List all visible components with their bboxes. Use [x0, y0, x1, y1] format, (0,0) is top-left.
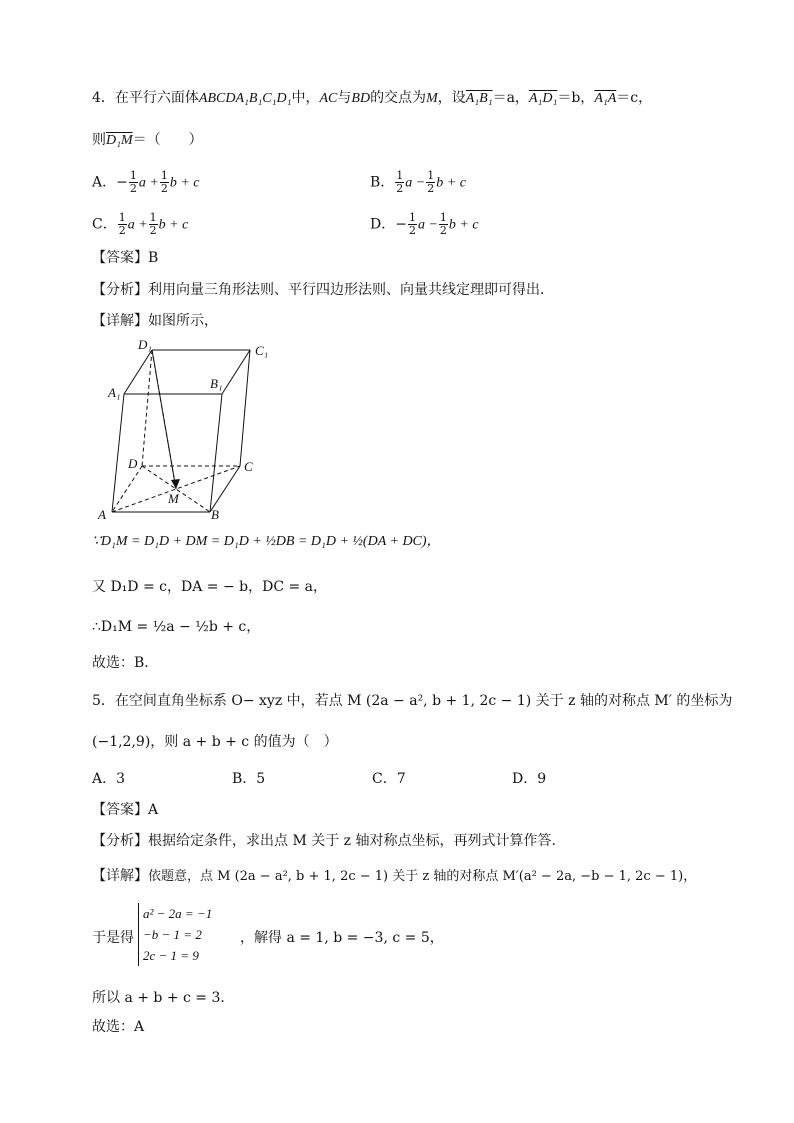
frac-num: 1	[160, 169, 168, 182]
q4-step3: ∴D₁M = ½a − ½b + c，	[92, 619, 261, 635]
fraction-half	[439, 212, 448, 237]
frac-num: 1	[439, 211, 447, 224]
q5-detail	[92, 866, 696, 887]
answer-tag: 【答案】	[92, 802, 148, 818]
frac-num: 1	[149, 211, 157, 224]
q4-stem-line2	[92, 130, 203, 151]
analysis-text: 利用向量三角形法则、平行四边形法则、向量共线定理即可得出．	[148, 282, 554, 298]
option-value: 7	[396, 771, 406, 787]
label-a1: A₁	[108, 385, 121, 400]
q4-option-b[interactable]	[370, 170, 466, 195]
q4-bd: BD	[351, 91, 371, 106]
detail-text: 如图所示，	[148, 313, 218, 329]
option-value: 9	[537, 771, 547, 787]
option-label: B．	[232, 771, 257, 787]
option-term: a −	[405, 175, 426, 191]
q4-m: M	[426, 91, 438, 106]
frac-num: 1	[427, 169, 435, 182]
detail-tag: 【详解】	[92, 868, 148, 884]
label-d1: D₁	[138, 337, 152, 352]
option-label: D．	[370, 216, 396, 233]
q4-choose: 故选：B．	[92, 655, 159, 671]
fraction-half	[408, 212, 417, 237]
q4-and: 与	[337, 90, 352, 106]
q5-stem-line2: (−1,2,9)，则 a + b + c 的值为（ ）	[92, 734, 338, 750]
q5-system-prefix: 于是得	[92, 930, 134, 946]
option-term: a +	[138, 175, 159, 191]
frac-den: 2	[160, 182, 168, 195]
q4-vector-a1b1: A₁B₁	[465, 91, 493, 106]
option-term: a +	[127, 217, 148, 233]
option-term: a −	[417, 217, 438, 233]
option-term: b + c	[158, 217, 189, 233]
option-label: C．	[92, 216, 117, 233]
q5-option-c[interactable]	[372, 769, 406, 789]
fraction-half	[160, 170, 169, 195]
label-m: M	[168, 491, 179, 506]
q4-answer	[92, 248, 158, 268]
option-value: 5	[256, 771, 266, 787]
option-label: A．	[92, 771, 117, 787]
q5-option-b[interactable]	[232, 769, 265, 789]
frac-num: 1	[396, 169, 404, 182]
q4-vector-a1d1: A₁D₁	[528, 91, 558, 106]
label-a: A	[98, 507, 106, 522]
option-label: D．	[512, 771, 538, 787]
frac-num: 1	[118, 211, 126, 224]
q4-stem-text2: 中，	[291, 90, 320, 106]
q5-equation-system	[138, 903, 212, 966]
q4-detail	[92, 311, 218, 331]
q4-blank: ＝（ ）	[132, 132, 203, 148]
fraction-half	[129, 170, 138, 195]
answer-value: A	[148, 802, 159, 818]
frac-den: 2	[129, 182, 137, 195]
option-value: 3	[116, 771, 126, 787]
q4-ac: AC	[319, 91, 338, 106]
label-d: D	[128, 456, 138, 471]
parallelepiped-figure	[96, 336, 286, 526]
q5-choose: 故选：A	[92, 1019, 145, 1035]
q4-stem	[92, 88, 652, 109]
q4-vector-a1d1-eq: ＝b，	[557, 90, 595, 106]
answer-tag: 【答案】	[92, 250, 148, 266]
detail-text: 依题意，点 M (2a − a², b + 1, 2c − 1) 关于 z 轴的对称点 M′(a² − 2a, −b − 1, 2c − 1)，	[148, 869, 697, 884]
frac-den: 2	[427, 182, 435, 195]
q5-option-d[interactable]	[512, 769, 546, 789]
frac-num: 1	[408, 211, 416, 224]
q4-solid-name: ABCDA₁B₁C₁D₁	[198, 91, 292, 106]
option-term: b + c	[436, 175, 466, 191]
q4-vector-a1a: A₁A	[594, 91, 617, 106]
analysis-tag: 【分析】	[92, 282, 148, 298]
frac-den: 2	[408, 224, 416, 237]
option-term: b + c	[448, 217, 479, 233]
q4-stem-text: 4．在平行六面体	[92, 90, 199, 106]
fraction-half	[118, 212, 127, 237]
option-term: b + c	[169, 175, 200, 191]
q4-vector-d1m: D₁M	[106, 133, 133, 148]
label-b: B	[211, 507, 219, 522]
option-label: B．	[370, 174, 395, 191]
frac-den: 2	[118, 224, 126, 237]
label-b1: B₁	[210, 376, 223, 391]
q4-step1: ∵D₁M = D₁D + DM = D₁D + ½DB = D₁D + ½(DA + DC)，	[92, 534, 441, 549]
label-c: C	[244, 459, 253, 474]
q4-intersect: 的交点为	[370, 90, 427, 106]
analysis-tag: 【分析】	[92, 833, 148, 849]
equation-2: −b − 1 = 2	[143, 927, 202, 942]
q5-option-a[interactable]	[92, 769, 125, 789]
q4-analysis	[92, 280, 554, 300]
q5-conclusion: 所以 a + b + c = 3．	[92, 990, 235, 1006]
answer-value: B	[148, 250, 159, 266]
q5-system-result: ，解得 a = 1, b = −3, c = 5，	[240, 930, 444, 946]
q4-option-a[interactable]	[92, 170, 199, 195]
fraction-half	[395, 170, 404, 195]
analysis-text: 根据给定条件，求出点 M 关于 z 轴对称点坐标，再列式计算作答.	[148, 833, 556, 849]
q5-stem: 5．在空间直角坐标系 O− xyz 中，若点 M (2a − a², b + 1, 2c − 1) 关于 z 轴的对称点 M′ 的坐标为	[92, 693, 733, 709]
fraction-half	[426, 170, 435, 195]
option-sign: −	[116, 174, 128, 191]
equation-1: a² − 2a = −1	[143, 906, 213, 921]
frac-den: 2	[439, 224, 447, 237]
q4-step2: 又 D₁D = c，DA = − b，DC = a，	[92, 579, 328, 595]
option-sign: −	[395, 216, 407, 233]
detail-tag: 【详解】	[92, 313, 148, 329]
frac-num: 1	[129, 169, 137, 182]
frac-den: 2	[149, 224, 157, 237]
option-label: A．	[92, 174, 117, 191]
q4-option-c[interactable]	[92, 212, 188, 237]
fraction-half	[149, 212, 158, 237]
frac-den: 2	[396, 182, 404, 195]
equation-3: 2c − 1 = 9	[143, 948, 199, 963]
vector-arrowhead-icon	[171, 479, 180, 489]
q4-option-d[interactable]	[370, 212, 479, 237]
label-c1: C₁	[255, 343, 269, 358]
option-label: C．	[372, 771, 397, 787]
q4-vector-a1b1-eq: ＝a，	[492, 90, 529, 106]
q4-then: 则	[92, 132, 106, 148]
q5-analysis	[92, 831, 556, 851]
q4-let: ，设	[437, 90, 466, 106]
q5-answer	[92, 800, 158, 820]
q4-vector-a1a-eq: ＝c，	[616, 90, 653, 106]
